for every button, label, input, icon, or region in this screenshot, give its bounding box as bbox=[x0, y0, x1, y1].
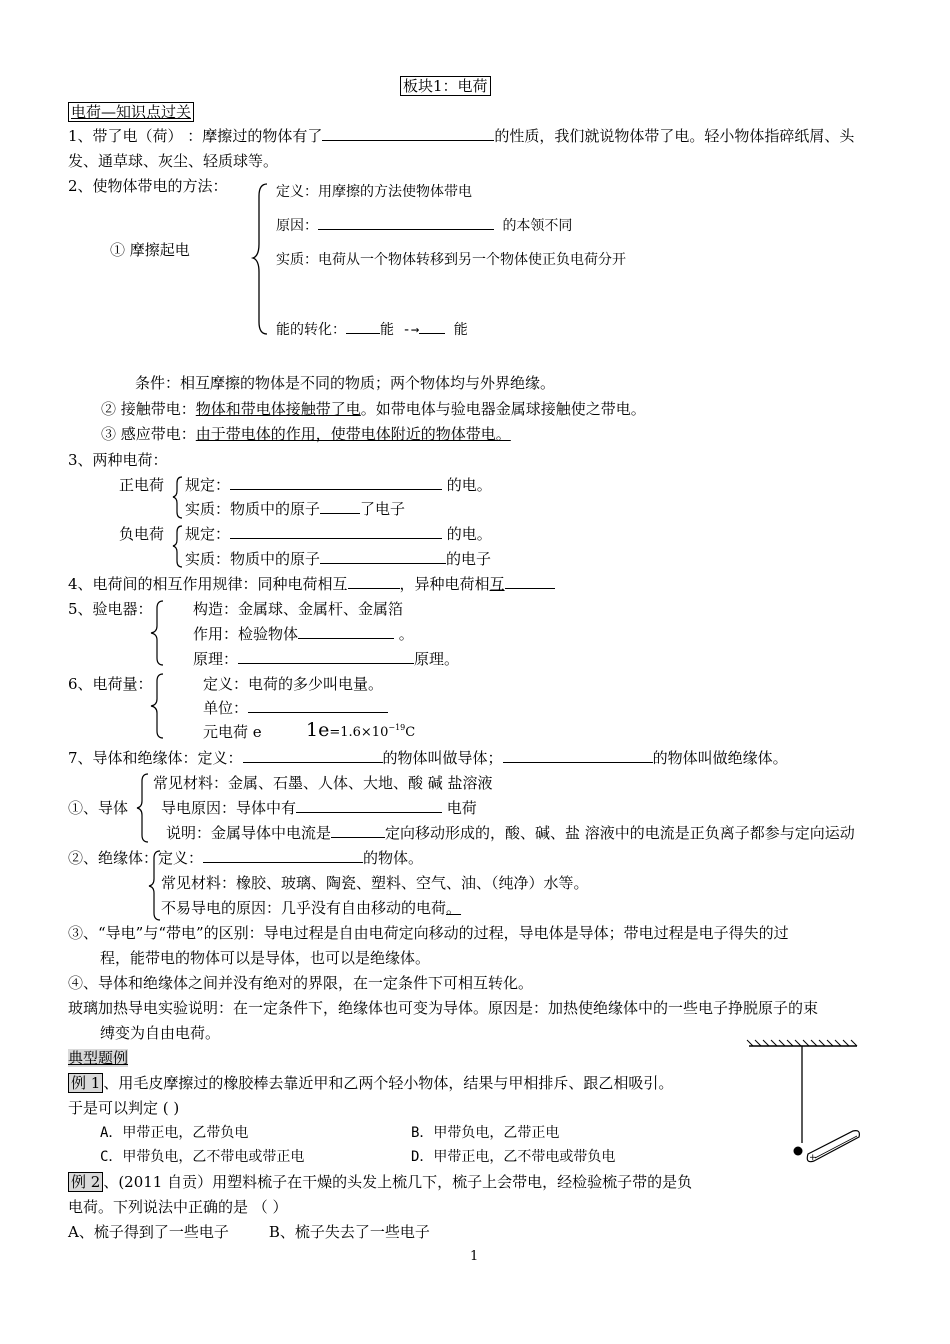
elementary-charge: 元电荷 e bbox=[203, 723, 262, 741]
pendulum-rod-figure bbox=[745, 1040, 865, 1170]
conduct-vs-charge-line-1: ③、“导电”与“带电”的区别：导电过程是自由电荷定向移动的过程，导电体是导体；带电过程是电子得失的过 bbox=[68, 924, 789, 942]
page-title: 板块1：电荷 bbox=[400, 76, 491, 96]
electroscope-structure: 构造：金属球、金属杆、金属箔 bbox=[193, 600, 404, 618]
pendulum-ball bbox=[794, 1147, 803, 1156]
blank bbox=[248, 698, 388, 713]
electroscope-use: 作用：检验物体 。 bbox=[193, 625, 414, 643]
glass-experiment-line-1: 玻璃加热导电实验说明：在一定条件下，绝缘体也可变为导体。原因是：加热使绝缘体中的一些电子挣脱原子的束 bbox=[68, 999, 819, 1017]
blank bbox=[230, 475, 442, 490]
brace-negative bbox=[172, 525, 184, 569]
negative-essence: 实质：物质中的原子 的电子 bbox=[185, 550, 492, 568]
insulator-materials: 常见材料：橡胶、玻璃、陶瓷、塑料、空气、油、（纯净）水等。 bbox=[161, 874, 589, 892]
friction-condition: 条件：相互摩擦的物体是不同的物质；两个物体均与外界绝缘。 bbox=[135, 374, 556, 392]
brace-insulator bbox=[148, 850, 162, 922]
electroscope-principle: 原理： 原理。 bbox=[193, 650, 460, 668]
item-5-label: 5、验电器： bbox=[68, 600, 153, 618]
example-1-option-b: B．甲带负电，乙带正电 bbox=[411, 1125, 560, 1141]
section-heading-examples: 典型题例 bbox=[68, 1049, 129, 1067]
charge-definition: 定义：电荷的多少叫电量。 bbox=[203, 675, 384, 693]
positive-essence: 实质：物质中的原子 了电子 bbox=[185, 500, 406, 518]
brace-electroscope bbox=[150, 600, 166, 666]
conductor-reason: 导电原因：导体中有 电荷 bbox=[161, 799, 477, 817]
item-1-line-2: 发、通草球、灰尘、轻质球等。 bbox=[68, 152, 279, 170]
blank bbox=[346, 319, 380, 334]
example-2-stem-2: 电荷。下列说法中正确的是 （ ） bbox=[68, 1198, 288, 1216]
conductor-materials: 常见材料：金属、石墨、人体、大地、酸 碱 盐溶液 bbox=[153, 774, 493, 792]
blank bbox=[322, 126, 494, 141]
charge-unit: 单位： bbox=[203, 698, 388, 718]
item-7-definition: 7、导体和绝缘体：定义： 的物体叫做导体； 的物体叫做绝缘体。 bbox=[68, 749, 788, 767]
induction-charging: ③ 感应带电：由于带电体的作用，使带电体附近的物体带电。 bbox=[101, 425, 511, 443]
page-number: 1 bbox=[470, 1249, 479, 1264]
brace-conductor bbox=[136, 773, 150, 843]
conductor-note: 说明：金属导体中电流是 定向移动形成的，酸、碱、盐 溶液中的电流是正负离子都参与定向运动 bbox=[166, 824, 855, 842]
conversion-note: ④、导体和绝缘体之间并没有绝对的界限，在一定条件下可相互转化。 bbox=[68, 974, 534, 992]
brace-charge-quantity bbox=[150, 673, 166, 739]
blank bbox=[243, 748, 383, 763]
item-4: 4、电荷间的相互作用规律：同种电荷相互 ，异种电荷相互 bbox=[68, 574, 555, 594]
example-1-option-a: A．甲带正电，乙带负电 bbox=[100, 1125, 249, 1141]
item-1-line-1: 1、带了电（荷） ：摩擦过的物体有了 的性质，我们就说物体带了电。轻小物体指碎纸屑、头 bbox=[68, 127, 855, 145]
brace-friction bbox=[253, 182, 273, 342]
example-1-stem-2: 于是可以判定 ( ) bbox=[68, 1099, 180, 1117]
item-2-label: 2、使物体带电的方法： bbox=[68, 177, 228, 195]
insulator-label: ②、绝缘体：定义： 的物体。 bbox=[68, 849, 424, 867]
positive-charge-label: 正电荷 bbox=[119, 476, 165, 494]
example-1-option-d: D．甲带正电，乙不带电或带负电 bbox=[411, 1149, 616, 1165]
example-2-stem: 例 2 、(2011 自贡）用塑料梳子在干燥的头发上梳几下，梳子上会带电，经检验梳子带的是负 bbox=[68, 1172, 692, 1192]
blank bbox=[419, 319, 445, 334]
conduct-vs-charge-line-2: 程，能带电的物体可以是导体，也可以是绝缘体。 bbox=[100, 949, 431, 967]
example-1-stem: 例 1 、用毛皮摩擦过的橡胶棒去靠近甲和乙两个轻小物体，结果与甲相排斥、跟乙相吸引。 bbox=[68, 1073, 673, 1093]
item-6-label: 6、电荷量： bbox=[68, 675, 153, 693]
elementary-charge-formula: $1e=1.6\times 10^{-19}C$ bbox=[306, 719, 416, 741]
blank bbox=[331, 823, 385, 838]
blank bbox=[230, 524, 442, 539]
negative-charge-label: 负电荷 bbox=[119, 525, 165, 543]
brace-positive bbox=[172, 476, 184, 520]
friction-energy: 能的转化： 能 -→ 能 bbox=[276, 319, 468, 340]
item-3-label: 3、两种电荷： bbox=[68, 451, 168, 469]
blank bbox=[320, 549, 446, 564]
friction-essence: 实质：电荷从一个物体转移到另一个物体使正负电荷分开 bbox=[276, 252, 626, 268]
blank bbox=[203, 848, 363, 863]
blank bbox=[296, 798, 442, 813]
contact-charging: ② 接触带电：物体和带电体接触带了电。如带电体与验电器金属球接触使之带电。 bbox=[101, 400, 646, 418]
glass-experiment-line-2: 缚变为自由电荷。 bbox=[100, 1024, 221, 1042]
blank bbox=[298, 624, 394, 639]
section-heading-knowledge: 电荷—知识点过关 bbox=[68, 102, 194, 122]
blank bbox=[348, 574, 400, 589]
negative-rule: 规定： 的电。 bbox=[185, 525, 492, 543]
blank bbox=[505, 574, 555, 589]
friction-reason: 原因： 的本领不同 bbox=[276, 215, 572, 236]
conductor-label: ①、导体 bbox=[68, 799, 129, 817]
blank bbox=[320, 499, 360, 514]
friction-definition: 定义：用摩擦的方法使物体带电 bbox=[276, 184, 472, 200]
blank bbox=[318, 215, 494, 230]
insulator-reason: 不易导电的原因：几乎没有自由移动的电荷。 bbox=[161, 899, 462, 917]
friction-charging-label: ① 摩擦起电 bbox=[110, 241, 190, 259]
blank bbox=[503, 748, 653, 763]
rod-sign: + bbox=[809, 1153, 817, 1163]
blank bbox=[238, 649, 414, 664]
example-2-options: A、梳子得到了一些电子 B、梳子失去了一些电子 bbox=[68, 1223, 430, 1241]
example-1-option-c: C．甲带负电，乙不带电或带正电 bbox=[100, 1149, 305, 1165]
positive-rule: 规定： 的电。 bbox=[185, 476, 492, 494]
